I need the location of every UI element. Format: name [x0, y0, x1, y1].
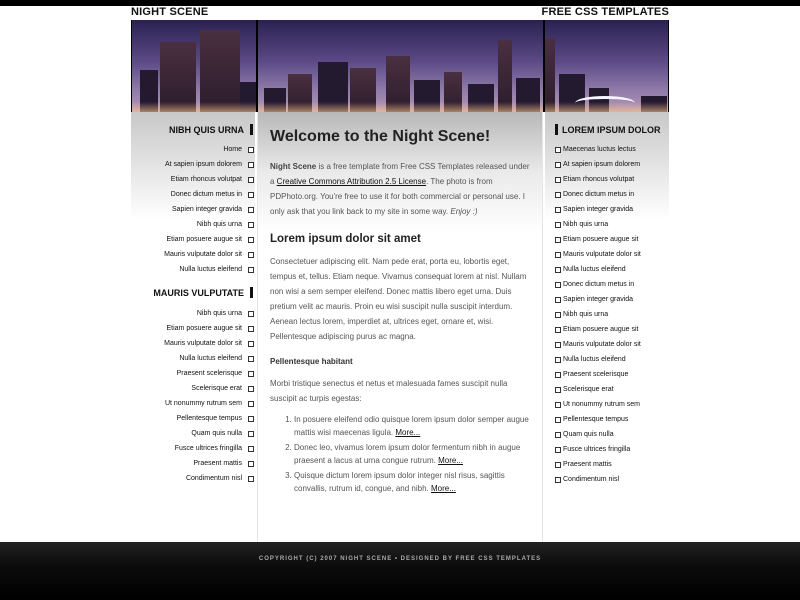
- banner-panel-left: [132, 20, 256, 112]
- list-item: [294, 441, 530, 467]
- left-sidebar-heading-2: MAURIS VULPUTATE: [131, 286, 255, 300]
- right-sidebar-heading: LOREM IPSUM DOLOR: [545, 123, 669, 137]
- intro-text-2: . The photo is from PDPhoto.org. You're free to use it for both commercial or personal use. I only ask that you link back to my site in some way.: [270, 177, 525, 216]
- nav-item[interactable]: Nibh quis urna: [131, 217, 255, 232]
- site-tagline: FREE CSS TEMPLATES: [541, 6, 669, 18]
- intro-bold: Night Scene: [270, 162, 317, 171]
- nav-item[interactable]: Donec dictum metus in: [545, 187, 669, 202]
- banner-image: [131, 20, 669, 112]
- list-item: [294, 469, 530, 495]
- nav-item[interactable]: Etiam posuere augue sit: [545, 232, 669, 247]
- body-paragraph-2: Morbi tristique senectus et netus et malesuada fames suscipit nulla suscipit ac turpis egestas:: [270, 379, 508, 403]
- license-link[interactable]: Creative Commons Attribution 2.5 License: [276, 177, 427, 186]
- nav-item[interactable]: Pellentesque tempus: [131, 411, 255, 426]
- nav-item[interactable]: Nibh quis urna: [131, 306, 255, 321]
- nav-item[interactable]: Nibh quis urna: [545, 307, 669, 322]
- body-paragraph-1: Consectetuer adipiscing elit. Nam pede erat, porta eu, lobortis eget, tempus et, tellus. Etiam neque. Vivamus consequat lorem at nisl. Nullam non wisi a sem semper eleifend. Donec mattis libero eget urna. Duis pretium velit ac mauris. Proin eu wisi suscipit nulla suscipit interdum. Aenean lectus lorem, imperdiet at, ultrices eget, ornare et, wisi. Pellentesque adipiscing purus ac magna.: [270, 257, 527, 341]
- list-item-text: In posuere eleifend odio quisque lorem ipsum dolor semper augue mattis wisi maecenas ligula.: [294, 415, 529, 437]
- intro-paragraph: [270, 159, 530, 219]
- nav-item[interactable]: Etiam rhoncus volutpat: [131, 172, 255, 187]
- intro-text-1: is a free template from Free CSS Templates released under a: [270, 162, 530, 186]
- nav-item[interactable]: Ut nonummy rutrum sem: [131, 396, 255, 411]
- site-title[interactable]: NIGHT SCENE: [131, 6, 209, 18]
- page-title: Welcome to the Night Scene!: [270, 128, 491, 145]
- footer-copyright: COPYRIGHT (C) 2007 NIGHT SCENE • DESIGNED BY FREE CSS TEMPLATES: [258, 556, 542, 562]
- nav-item[interactable]: At sapien ipsum dolorem: [131, 157, 255, 172]
- subsection-heading: Pellentesque habitant: [270, 357, 353, 366]
- nav-item[interactable]: Sapien integer gravida: [545, 292, 669, 307]
- more-link[interactable]: More...: [395, 428, 421, 437]
- left-nav-list-2: [131, 306, 255, 486]
- nav-item[interactable]: Ut nonummy rutrum sem: [545, 397, 669, 412]
- footer: [0, 542, 800, 600]
- right-sidebar: [545, 112, 669, 542]
- list-item-text: Donec leo, vivamus lorem ipsum dolor fermentum nibh in augue praesent a lacus at urna congue rutrum.: [294, 443, 521, 465]
- nav-item[interactable]: Praesent mattis: [131, 456, 255, 471]
- nav-item[interactable]: Etiam posuere augue sit: [545, 322, 669, 337]
- left-nav-list-1: [131, 142, 255, 277]
- nav-item[interactable]: Mauris vulputate dolor sit: [545, 337, 669, 352]
- nav-item[interactable]: Condimentum nisl: [545, 472, 669, 487]
- nav-item[interactable]: Nulla luctus eleifend: [545, 262, 669, 277]
- nav-item[interactable]: Scelerisque erat: [545, 382, 669, 397]
- left-sidebar: [131, 112, 255, 542]
- more-link[interactable]: More...: [430, 484, 456, 493]
- nav-item[interactable]: Condimentum nisl: [131, 471, 255, 486]
- section-heading: Lorem ipsum dolor sit amet: [270, 233, 421, 245]
- nav-item[interactable]: Mauris vulputate dolor sit: [131, 247, 255, 262]
- intro-italic: Enjoy :): [450, 207, 478, 216]
- nav-item[interactable]: Scelerisque erat: [131, 381, 255, 396]
- nav-item[interactable]: Nibh quis urna: [545, 217, 669, 232]
- more-link[interactable]: More...: [438, 456, 463, 465]
- banner-panel-right: [545, 20, 668, 112]
- ordered-list: [270, 413, 530, 495]
- nav-item[interactable]: Nulla luctus eleifend: [131, 351, 255, 366]
- nav-item[interactable]: Praesent scelerisque: [131, 366, 255, 381]
- nav-item[interactable]: Praesent scelerisque: [545, 367, 669, 382]
- nav-item[interactable]: Donec dictum metus in: [545, 277, 669, 292]
- nav-item-home[interactable]: Home: [131, 142, 255, 157]
- nav-item[interactable]: Maecenas luctus lectus: [545, 142, 669, 157]
- nav-item[interactable]: Nulla luctus eleifend: [131, 262, 255, 277]
- nav-item[interactable]: Etiam posuere augue sit: [131, 232, 255, 247]
- nav-item[interactable]: Quam quis nulla: [545, 427, 669, 442]
- header: [131, 6, 669, 20]
- nav-item[interactable]: Sapien integer gravida: [545, 202, 669, 217]
- nav-item[interactable]: Nulla luctus eleifend: [545, 352, 669, 367]
- right-nav-list: [545, 142, 669, 487]
- banner-panel-center: [258, 20, 543, 112]
- nav-item[interactable]: Donec dictum metus in: [131, 187, 255, 202]
- nav-item[interactable]: Etiam posuere augue sit: [131, 321, 255, 336]
- nav-item[interactable]: Fusce ultrices fringilla: [131, 441, 255, 456]
- left-sidebar-heading-1: NIBH QUIS URNA: [131, 123, 255, 137]
- nav-item[interactable]: Mauris vulputate dolor sit: [131, 336, 255, 351]
- nav-item[interactable]: Praesent mattis: [545, 457, 669, 472]
- nav-item[interactable]: Etiam rhoncus volutpat: [545, 172, 669, 187]
- nav-item[interactable]: Pellentesque tempus: [545, 412, 669, 427]
- main-content: [257, 112, 543, 542]
- nav-item[interactable]: Sapien integer gravida: [131, 202, 255, 217]
- nav-item[interactable]: Quam quis nulla: [131, 426, 255, 441]
- nav-item[interactable]: At sapien ipsum dolorem: [545, 157, 669, 172]
- list-item-text: Quisque dictum lorem ipsum dolor integer nisl risus, sagittis convallis, rutrum id, congue, and nibh.: [294, 471, 505, 493]
- nav-item[interactable]: Fusce ultrices fringilla: [545, 442, 669, 457]
- list-item: [294, 413, 530, 439]
- nav-item[interactable]: Mauris vulputate dolor sit: [545, 247, 669, 262]
